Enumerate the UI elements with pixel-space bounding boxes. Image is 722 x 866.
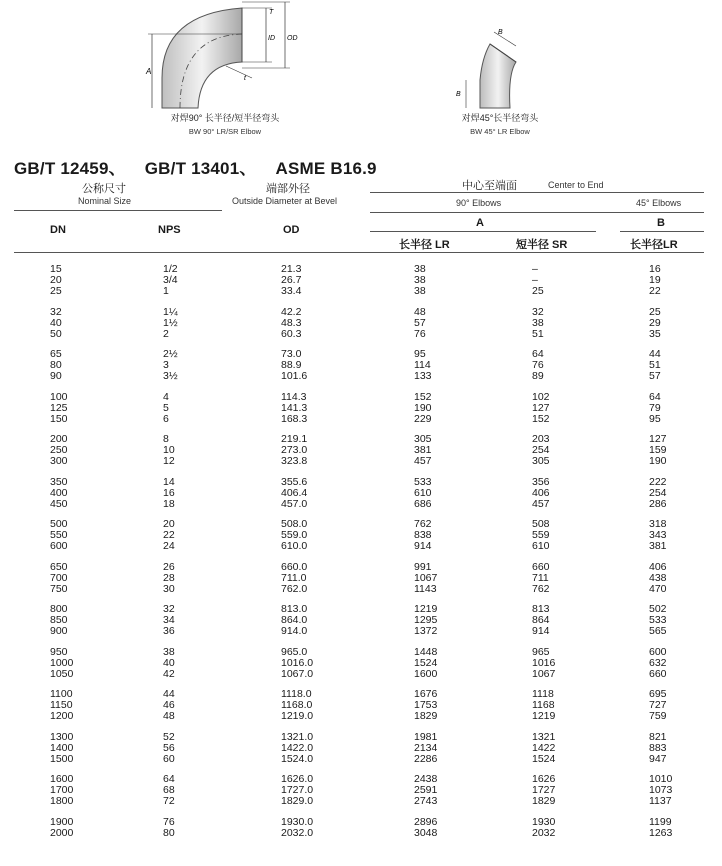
cell-nps: 42 (163, 667, 175, 680)
cell-sr: 1118 (532, 688, 554, 700)
cell-dn: 1500 (50, 752, 74, 765)
header-cte-cn: 中心至端面 (462, 180, 517, 192)
cell-dn: 400 (50, 486, 68, 499)
cell-od: 1321.0 (281, 730, 314, 743)
cell-nps: 1½ (163, 316, 178, 329)
cell-lr: 1829 (414, 710, 438, 722)
cell-sr: 762 (532, 582, 550, 595)
cell-od: 21.3 (281, 263, 302, 275)
cell-lr: 381 (414, 444, 432, 456)
cell-nps: 44 (163, 688, 175, 700)
cell-od: 1118.0 (281, 688, 312, 700)
cell-sr: 559 (532, 529, 550, 541)
elbow-45-drawing (450, 22, 530, 112)
cell-nps: 38 (163, 645, 175, 658)
cell-lr: 1295 (414, 614, 438, 626)
cell-dn: 25 (50, 285, 62, 297)
cell-od: 1168.0 (281, 699, 313, 711)
cell-sr: 1930 (532, 815, 556, 828)
header-nominal-en: Nominal Size (78, 196, 132, 206)
cell-nps: 26 (163, 560, 175, 573)
cell-lr: 57 (414, 316, 426, 329)
cell-od: 1829.0 (281, 795, 314, 807)
cell-od: 559.0 (281, 529, 308, 541)
dim-label-a: A (146, 67, 152, 76)
cell-sr: 25 (532, 285, 544, 297)
cell-lr: 229 (414, 412, 432, 425)
cell-dn: 300 (50, 455, 68, 467)
cell-od: 406.4 (281, 486, 308, 499)
header-nominal-cn: 公称尺寸 (82, 183, 126, 195)
cell-sr: 64 (532, 348, 544, 360)
cell-od: 864.0 (281, 614, 308, 626)
cell-lr: 1676 (414, 688, 438, 700)
cell-od: 323.8 (281, 455, 308, 467)
header-nps: NPS (158, 224, 181, 236)
cell-b: 159 (649, 444, 667, 456)
cell-lr: 991 (414, 560, 432, 573)
cell-od: 33.4 (281, 285, 302, 297)
cell-b: 25 (649, 305, 661, 318)
cell-sr: 1524 (532, 752, 556, 765)
cell-od: 114.3 (281, 390, 307, 403)
cell-lr: 1143 (414, 582, 437, 595)
cell-b: 1073 (649, 784, 673, 796)
cell-dn: 1100 (50, 688, 73, 700)
cell-sr: 305 (532, 455, 550, 467)
cell-sr: 1016 (532, 656, 556, 669)
header-od: OD (283, 224, 300, 236)
cell-lr: 686 (414, 497, 432, 510)
header-sr: 短半径 SR (516, 239, 568, 251)
cell-od: 1422.0 (281, 741, 314, 754)
cell-dn: 500 (50, 518, 68, 530)
cell-nps: 1/2 (163, 263, 178, 275)
elbow-90-caption (140, 112, 310, 138)
cell-od: 1930.0 (281, 815, 314, 828)
cell-b: 1010 (649, 773, 673, 785)
cell-b: 79 (649, 401, 661, 414)
rule-group-a (370, 231, 596, 232)
cell-lr: 1372 (414, 625, 438, 637)
dim-label-t-upper: T (269, 9, 274, 16)
cell-lr: 2286 (414, 752, 438, 765)
cell-dn: 1200 (50, 710, 74, 722)
dim-label-b-side: B (456, 91, 461, 98)
cell-lr: 1448 (414, 645, 438, 658)
cell-sr: 660 (532, 560, 550, 573)
cell-sr: 1422 (532, 741, 556, 754)
header-group-a: A (476, 217, 484, 229)
cell-lr: 1067 (414, 571, 438, 584)
cell-dn: 65 (50, 348, 62, 360)
cell-b: 127 (649, 433, 667, 445)
cell-nps: 4 (163, 390, 169, 403)
cell-b: 883 (649, 741, 667, 754)
cell-nps: 5 (163, 401, 169, 414)
cell-od: 1727.0 (281, 784, 314, 796)
standards-title (14, 154, 391, 179)
cell-nps: 3 (163, 359, 169, 371)
cell-b: 318 (649, 518, 667, 530)
dim-label-t-lower: t (244, 75, 246, 82)
cell-dn: 100 (50, 390, 68, 403)
cell-nps: 18 (163, 497, 175, 510)
cell-b: 660 (649, 667, 667, 680)
cell-sr: 127 (532, 401, 550, 414)
cell-sr: 1067 (532, 667, 556, 680)
cell-b: 57 (649, 370, 661, 382)
cell-od: 88.9 (281, 359, 302, 371)
cell-b: 533 (649, 614, 667, 626)
cell-sr: 508 (532, 518, 550, 530)
cell-od: 168.3 (281, 412, 308, 425)
cell-od: 762.0 (281, 582, 308, 595)
cell-b: 44 (649, 348, 661, 360)
cell-od: 813.0 (281, 603, 308, 615)
cell-dn: 1300 (50, 730, 74, 743)
cell-b: 64 (649, 390, 661, 403)
dim-label-od: OD (287, 35, 298, 42)
elbow-45-caption (440, 112, 560, 138)
cell-b: 381 (649, 540, 667, 552)
cell-sr: 38 (532, 316, 544, 329)
cell-b: 438 (649, 571, 667, 584)
cell-nps: 64 (163, 773, 175, 785)
cell-nps: 8 (163, 433, 169, 445)
cell-od: 1524.0 (281, 752, 314, 765)
cell-dn: 15 (50, 263, 62, 275)
cell-b: 35 (649, 327, 661, 340)
cell-sr: – (532, 274, 538, 286)
cell-nps: 28 (163, 571, 175, 584)
cell-od: 457.0 (281, 497, 308, 510)
cell-dn: 2000 (50, 826, 74, 839)
standard-gbt13401: GB/T 13401、 (144, 159, 257, 178)
cell-nps: 12 (163, 455, 175, 467)
cell-nps: 30 (163, 582, 175, 595)
cell-b: 821 (649, 730, 667, 743)
cell-sr: 864 (532, 614, 550, 626)
cell-lr: 762 (414, 518, 432, 530)
cell-od: 508.0 (281, 518, 308, 530)
cell-od: 965.0 (281, 645, 308, 658)
cell-nps: 76 (163, 815, 175, 828)
cell-lr: 38 (414, 263, 426, 275)
cell-lr: 1753 (414, 699, 438, 711)
cell-nps: 24 (163, 540, 175, 552)
rule-elbows (370, 212, 704, 213)
cell-dn: 1000 (50, 656, 74, 669)
cell-dn: 650 (50, 560, 68, 573)
cell-sr: 1829 (532, 795, 556, 807)
cell-nps: 36 (163, 625, 175, 637)
cell-od: 355.6 (281, 475, 308, 488)
cell-sr: 356 (532, 475, 550, 488)
cell-b: 632 (649, 656, 667, 669)
cell-sr: 89 (532, 370, 544, 382)
cell-nps: 3½ (163, 370, 178, 382)
cell-b: 470 (649, 582, 667, 595)
header-od-cn: 端部外径 (266, 183, 310, 195)
cell-nps: 14 (163, 475, 175, 488)
cell-nps: 2 (163, 327, 169, 340)
cell-lr: 610 (414, 486, 432, 499)
cell-dn: 90 (50, 370, 62, 382)
cell-sr: 32 (532, 305, 544, 318)
cell-lr: 152 (414, 390, 432, 403)
cell-lr: 2896 (414, 815, 438, 828)
rule-group-b (620, 231, 704, 232)
cell-b: 190 (649, 455, 667, 467)
cell-nps: 46 (163, 699, 175, 711)
rule-nominal (14, 210, 222, 211)
cell-nps: 80 (163, 826, 175, 839)
cell-sr: 1727 (532, 784, 556, 796)
cell-dn: 450 (50, 497, 68, 510)
cell-lr: 457 (414, 455, 432, 467)
cell-sr: 1321 (532, 730, 556, 743)
cell-b: 947 (649, 752, 667, 765)
cell-sr: 406 (532, 486, 550, 499)
cell-dn: 600 (50, 540, 68, 552)
cell-b: 727 (649, 699, 667, 711)
cell-sr: 457 (532, 497, 550, 510)
elbow-90-caption-cn: 对焊90° 长半径/短半径弯头 (170, 113, 280, 123)
cell-od: 660.0 (281, 560, 308, 573)
cell-b: 286 (649, 497, 667, 510)
cell-od: 26.7 (281, 274, 302, 286)
cell-dn: 1600 (50, 773, 74, 785)
cell-dn: 250 (50, 444, 68, 456)
cell-od: 60.3 (281, 327, 302, 340)
cell-lr: 76 (414, 327, 426, 340)
rule-header-bottom (14, 252, 704, 253)
header-90-elbows: 90° Elbows (456, 198, 502, 208)
cell-b: 406 (649, 560, 667, 573)
cell-lr: 38 (414, 274, 426, 286)
cell-b: 29 (649, 316, 661, 329)
cell-nps: 22 (163, 529, 175, 541)
cell-b: 1199 (649, 815, 672, 828)
cell-sr: 610 (532, 540, 550, 552)
cell-lr: 533 (414, 475, 432, 488)
header-lr: 长半径 LR (399, 239, 450, 251)
cell-b: 22 (649, 285, 661, 297)
cell-b: 695 (649, 688, 667, 700)
elbow-90-drawing (140, 0, 310, 112)
cell-dn: 350 (50, 475, 68, 488)
cell-dn: 150 (50, 412, 68, 425)
cell-lr: 838 (414, 529, 432, 541)
cell-b: 19 (649, 274, 661, 286)
cell-lr: 48 (414, 305, 426, 318)
cell-lr: 1981 (414, 730, 438, 743)
cell-nps: 72 (163, 795, 175, 807)
cell-nps: 52 (163, 730, 175, 743)
cell-od: 219.1 (281, 433, 308, 445)
cell-b: 1137 (649, 795, 672, 807)
cell-lr: 2591 (414, 784, 438, 796)
header-od-en: Outside Diameter at Bevel (232, 196, 338, 206)
cell-sr: 76 (532, 359, 544, 371)
cell-b: 51 (649, 359, 661, 371)
cell-sr: 203 (532, 433, 550, 445)
cell-dn: 1400 (50, 741, 74, 754)
cell-od: 711.0 (281, 571, 307, 584)
cell-dn: 700 (50, 571, 68, 584)
cell-lr: 2134 (414, 741, 438, 754)
cell-nps: 1¼ (163, 305, 178, 318)
header-cte-en: Center to End (548, 180, 604, 190)
cell-dn: 125 (50, 401, 68, 414)
cell-b: 600 (649, 645, 667, 658)
cell-lr: 305 (414, 433, 432, 445)
cell-nps: 16 (163, 486, 175, 499)
standard-gbt12459: GB/T 12459、 (14, 159, 126, 178)
header-45-elbows: 45° Elbows (636, 198, 682, 208)
cell-sr: 254 (532, 444, 550, 456)
cell-sr: 102 (532, 390, 550, 403)
cell-dn: 50 (50, 327, 62, 340)
cell-nps: 48 (163, 710, 175, 722)
cell-b: 759 (649, 710, 667, 722)
cell-dn: 750 (50, 582, 68, 595)
cell-dn: 32 (50, 305, 62, 318)
cell-nps: 68 (163, 784, 175, 796)
cell-od: 48.3 (281, 316, 302, 329)
cell-od: 1067.0 (281, 667, 314, 680)
cell-lr: 2743 (414, 795, 438, 807)
cell-b: 95 (649, 412, 661, 425)
header-dn: DN (50, 224, 66, 236)
cell-sr: 914 (532, 625, 550, 637)
header-b-lr: 长半径LR (630, 239, 678, 251)
cell-od: 273.0 (281, 444, 308, 456)
elbow-45-caption-en: BW 45° LR Elbow (470, 127, 530, 136)
cell-dn: 200 (50, 433, 68, 445)
cell-lr: 38 (414, 285, 426, 297)
cell-lr: 914 (414, 540, 432, 552)
cell-nps: 10 (163, 444, 175, 456)
cell-nps: 3/4 (163, 274, 178, 286)
cell-nps: 20 (163, 518, 175, 530)
cell-sr: – (532, 263, 538, 275)
cell-sr: 51 (532, 327, 544, 340)
cell-lr: 1600 (414, 667, 438, 680)
cell-sr: 813 (532, 603, 550, 615)
header-group-b: B (657, 217, 665, 229)
figures-area (0, 0, 722, 148)
cell-od: 101.6 (281, 370, 308, 382)
cell-sr: 711 (532, 571, 549, 584)
cell-b: 254 (649, 486, 667, 499)
cell-dn: 1050 (50, 667, 74, 680)
cell-dn: 40 (50, 316, 62, 329)
cell-nps: 32 (163, 603, 175, 615)
cell-sr: 1168 (532, 699, 555, 711)
cell-dn: 1150 (50, 699, 73, 711)
cell-lr: 114 (414, 359, 431, 371)
cell-od: 73.0 (281, 348, 302, 360)
cell-b: 1263 (649, 826, 673, 839)
cell-od: 1016.0 (281, 656, 314, 669)
cell-od: 914.0 (281, 625, 308, 637)
cell-lr: 3048 (414, 826, 438, 839)
cell-nps: 40 (163, 656, 175, 669)
dim-label-b-top: B (498, 29, 503, 36)
cell-b: 343 (649, 529, 667, 541)
cell-od: 42.2 (281, 305, 302, 318)
standard-asme-b16-9: ASME B16.9 (275, 159, 377, 178)
cell-nps: 34 (163, 614, 175, 626)
elbow-45-caption-cn: 对焊45°长半径弯头 (461, 113, 539, 123)
cell-lr: 190 (414, 401, 432, 414)
cell-b: 222 (649, 475, 667, 488)
cell-dn: 800 (50, 603, 68, 615)
cell-dn: 950 (50, 645, 68, 658)
cell-dn: 1900 (50, 815, 74, 828)
cell-lr: 1524 (414, 656, 438, 669)
cell-dn: 900 (50, 625, 68, 637)
cell-dn: 850 (50, 614, 68, 626)
cell-sr: 152 (532, 412, 550, 425)
cell-sr: 1626 (532, 773, 556, 785)
cell-nps: 6 (163, 412, 169, 425)
cell-od: 1219.0 (281, 710, 314, 722)
cell-b: 565 (649, 625, 667, 637)
cell-nps: 2½ (163, 348, 178, 360)
cell-nps: 1 (163, 285, 169, 297)
cell-od: 610.0 (281, 540, 308, 552)
cell-od: 141.3 (281, 401, 308, 414)
rule-cte (370, 192, 704, 193)
cell-dn: 550 (50, 529, 68, 541)
cell-dn: 20 (50, 274, 62, 286)
cell-lr: 95 (414, 348, 426, 360)
cell-lr: 2438 (414, 773, 438, 785)
cell-sr: 965 (532, 645, 550, 658)
cell-nps: 60 (163, 752, 175, 765)
cell-sr: 2032 (532, 826, 556, 839)
elbow-90-caption-en: BW 90° LR/SR Elbow (188, 127, 262, 136)
cell-od: 2032.0 (281, 826, 314, 839)
cell-dn: 80 (50, 359, 62, 371)
cell-b: 502 (649, 603, 667, 615)
cell-b: 16 (649, 263, 661, 275)
cell-lr: 133 (414, 370, 432, 382)
cell-lr: 1219 (414, 603, 438, 615)
cell-nps: 56 (163, 741, 175, 754)
dim-label-id: ID (268, 35, 275, 42)
cell-dn: 1700 (50, 784, 74, 796)
cell-od: 1626.0 (281, 773, 314, 785)
cell-sr: 1219 (532, 710, 556, 722)
cell-dn: 1800 (50, 795, 74, 807)
